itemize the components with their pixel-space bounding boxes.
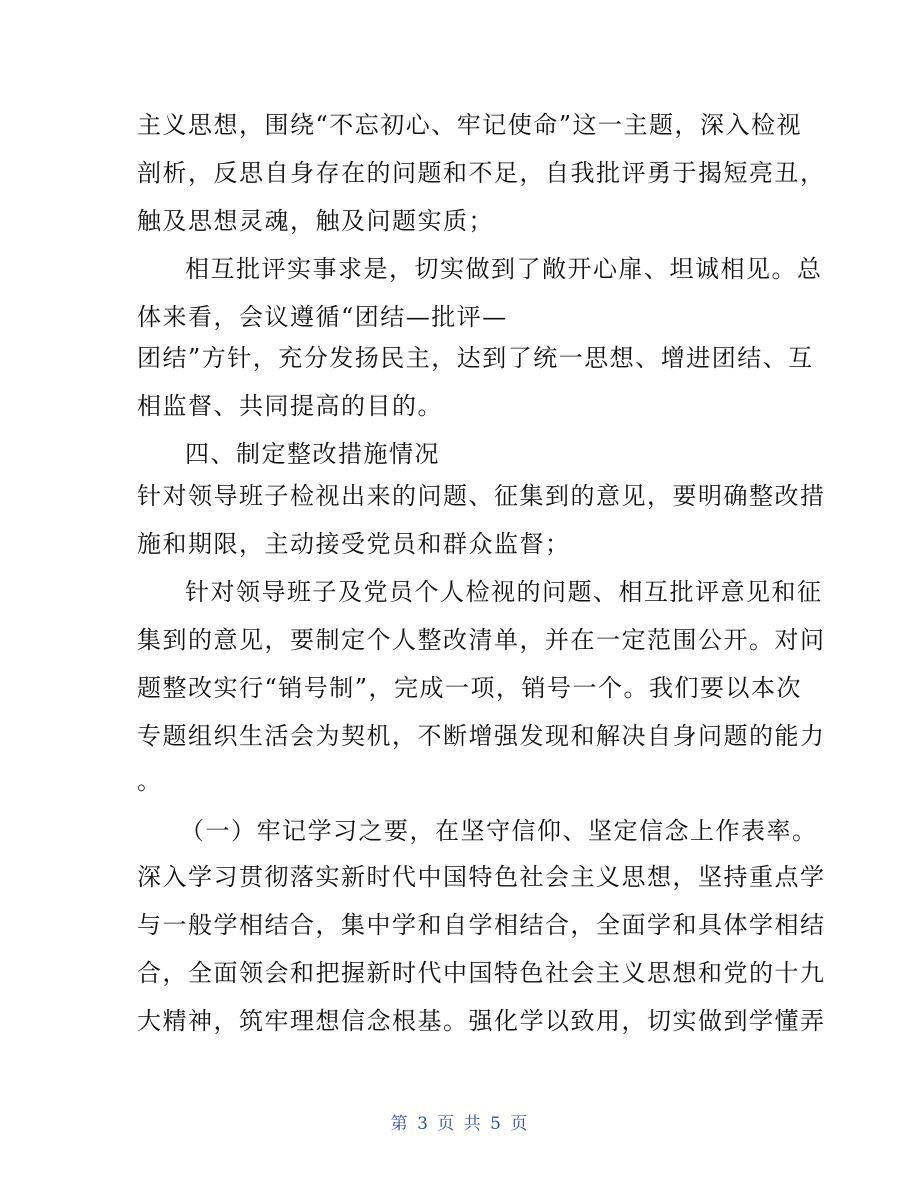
text-line: 相监督、共同提高的目的。: [137, 392, 443, 420]
text-line: 题整改实行“销号制”，完成一项，销号一个。我们要以本次: [137, 674, 803, 702]
text-line: 体来看，会议遵循“团结—批评—: [137, 303, 508, 331]
text-line: 大精神，筑牢理想信念根基。强化学以致用，切实做到学懂弄: [137, 1007, 826, 1035]
text-line: 触及思想灵魂，触及问题实质；: [137, 207, 494, 235]
text-line: 深入学习贯彻落实新时代中国特色社会主义思想，坚持重点学: [137, 863, 826, 891]
text-line: 集到的意见，要制定个人整改清单，并在一定范围公开。对问: [137, 626, 826, 654]
text-line: 剖析，反思自身存在的问题和不足，自我批评勇于揭短亮丑，: [137, 159, 826, 187]
subsection-heading: （一）牢记学习之要，在坚守信仰、坚定信念上作表率。: [180, 817, 818, 845]
text-line: 合，全面领会和把握新时代中国特色社会主义思想和党的十九: [137, 959, 826, 987]
text-line: 施和期限，主动接受党员和群众监督；: [137, 530, 571, 558]
section-heading: 四、制定整改措施情况: [185, 440, 440, 468]
text-line: 。: [137, 767, 163, 795]
text-line: 针对领导班子检视出来的问题、征集到的意见，要明确整改措: [137, 482, 826, 510]
text-line: 团结”方针，充分发扬民主，达到了统一思想、增进团结、互: [137, 344, 814, 372]
text-line: 主义思想，围绕“不忘初心、牢记使命”这一主题，深入检视: [137, 111, 803, 139]
page-number-footer: 第 3 页 共 5 页: [390, 1114, 530, 1134]
paragraph-first-line: 针对领导班子及党员个人检视的问题、相互批评意见和征: [185, 578, 823, 606]
paragraph-first-line: 相互批评实事求是，切实做到了敞开心扉、坦诚相见。总: [185, 255, 823, 283]
text-line: 专题组织生活会为契机，不断增强发现和解决自身问题的能力: [137, 722, 826, 750]
text-line: 与一般学相结合，集中学和自学相结合，全面学和具体学相结: [137, 911, 826, 939]
